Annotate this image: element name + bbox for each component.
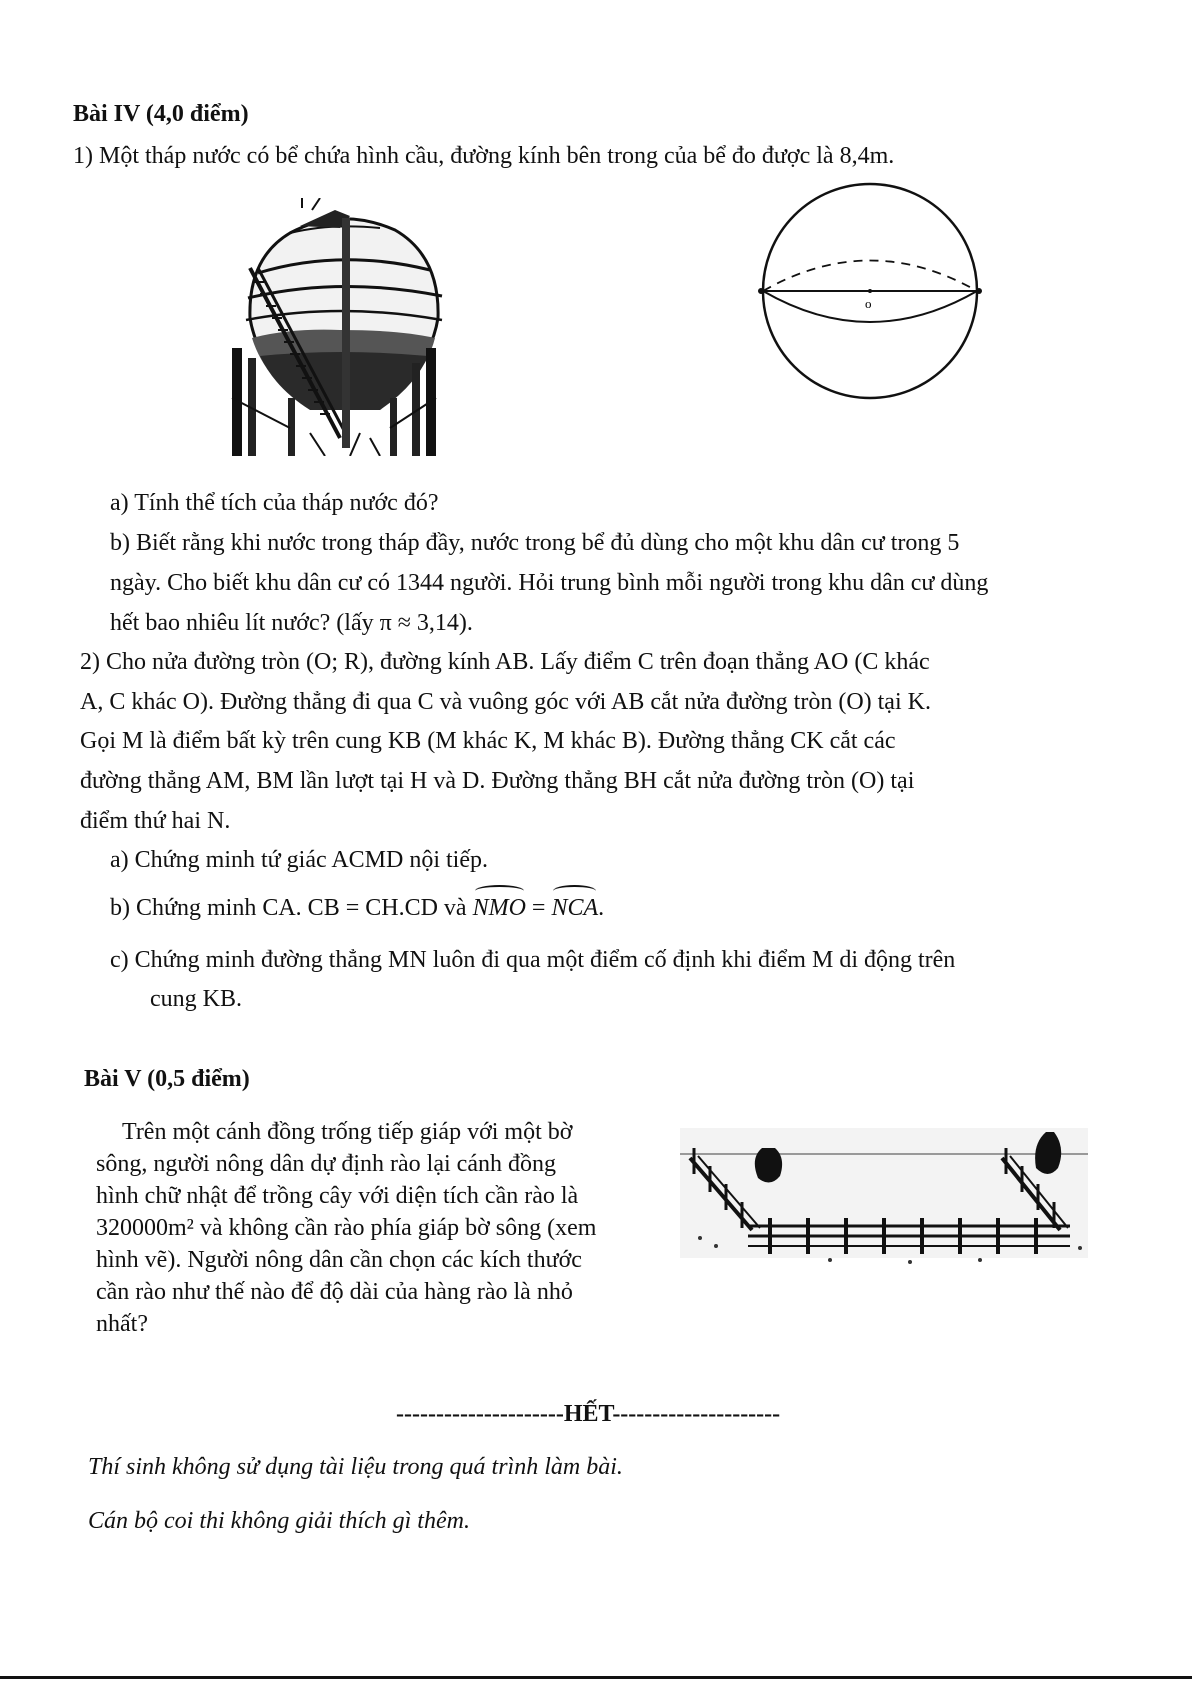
bai4-q2a: a) Chứng minh tứ giác ACMD nội tiếp.	[110, 847, 488, 873]
bai5-line7: nhất?	[96, 1311, 148, 1337]
sphere-diagram	[755, 178, 985, 404]
note-no-explanation: Cán bộ coi thi không giải thích gì thêm.	[88, 1508, 470, 1534]
bai5-line1: Trên một cánh đồng trống tiếp giáp với một bờ	[122, 1119, 573, 1145]
bai4-q2b	[110, 892, 604, 924]
bai4-q1: 1) Một tháp nước có bể chứa hình cầu, đường kính bên trong của bể đo được là 8,4m.	[73, 143, 895, 169]
bai4-q1b-line2: ngày. Cho biết khu dân cư có 1344 người. Hỏi trung bình mỗi người trong khu dân cư dùng	[110, 570, 989, 596]
sphere-center-label: o	[865, 296, 872, 311]
water-tower-image	[230, 198, 452, 456]
bai5-line2: sông, người nông dân dự định rào lại cánh đồng	[96, 1151, 556, 1177]
bai4-q1a: a) Tính thể tích của tháp nước đó?	[110, 490, 439, 516]
bai4-q2b-arc-nca: NCA	[551, 892, 598, 924]
bai4-q2-line3: Gọi M là điểm bất kỳ trên cung KB (M khác K, M khác B). Đường thẳng CK cắt các	[80, 728, 896, 754]
bottom-border	[0, 1676, 1192, 1679]
bai5-line6: cần rào như thế nào để độ dài của hàng rào là nhỏ	[96, 1279, 573, 1305]
bai4-q2b-eq: =	[525, 895, 552, 921]
bai5-line5: hình vẽ). Người nông dân cần chọn các kích thước	[96, 1247, 582, 1273]
bai4-q2b-prefix: b) Chứng minh CA. CB = CH.CD và	[110, 895, 473, 921]
bai4-title: Bài IV (4,0 điểm)	[73, 101, 249, 127]
bai4-q2-line4: đường thẳng AM, BM lần lượt tại H và D. Đường thẳng BH cắt nửa đường tròn (O) tại	[80, 768, 915, 794]
bai4-q2b-suffix: .	[598, 895, 605, 921]
bai5-line3: hình chữ nhật để trồng cây với diện tích cần rào là	[96, 1183, 579, 1209]
bai5-title: Bài V (0,5 điểm)	[84, 1066, 250, 1092]
bai4-q2b-arc-nmo: NMO	[473, 892, 526, 924]
bai4-q2c-line1: c) Chứng minh đường thẳng MN luôn đi qua một điểm cố định khi điểm M di động trên	[110, 947, 956, 973]
bai4-q2c-line2: cung KB.	[150, 986, 242, 1012]
bai5-line4: 320000m² và không cần rào phía giáp bờ sông (xem	[96, 1215, 597, 1241]
bai4-q2-line2: A, C khác O). Đường thẳng đi qua C và vuông góc với AB cắt nửa đường tròn (O) tại K.	[80, 689, 931, 715]
note-no-documents: Thí sinh không sử dụng tài liệu trong quá trình làm bài.	[88, 1454, 623, 1480]
bai4-q2-line5: điểm thứ hai N.	[80, 808, 231, 834]
bai4-q1b-line1: b) Biết rằng khi nước trong tháp đầy, nước trong bể đủ dùng cho một khu dân cư trong 5	[110, 530, 960, 556]
fence-field-image	[680, 1118, 1088, 1268]
bai4-q1b-line3: hết bao nhiêu lít nước? (lấy π ≈ 3,14).	[110, 610, 473, 636]
end-marker: ---------------------HẾT---------------------	[396, 1401, 781, 1427]
bai4-q2-line1: 2) Cho nửa đường tròn (O; R), đường kính AB. Lấy điểm C trên đoạn thẳng AO (C khác	[80, 649, 930, 675]
